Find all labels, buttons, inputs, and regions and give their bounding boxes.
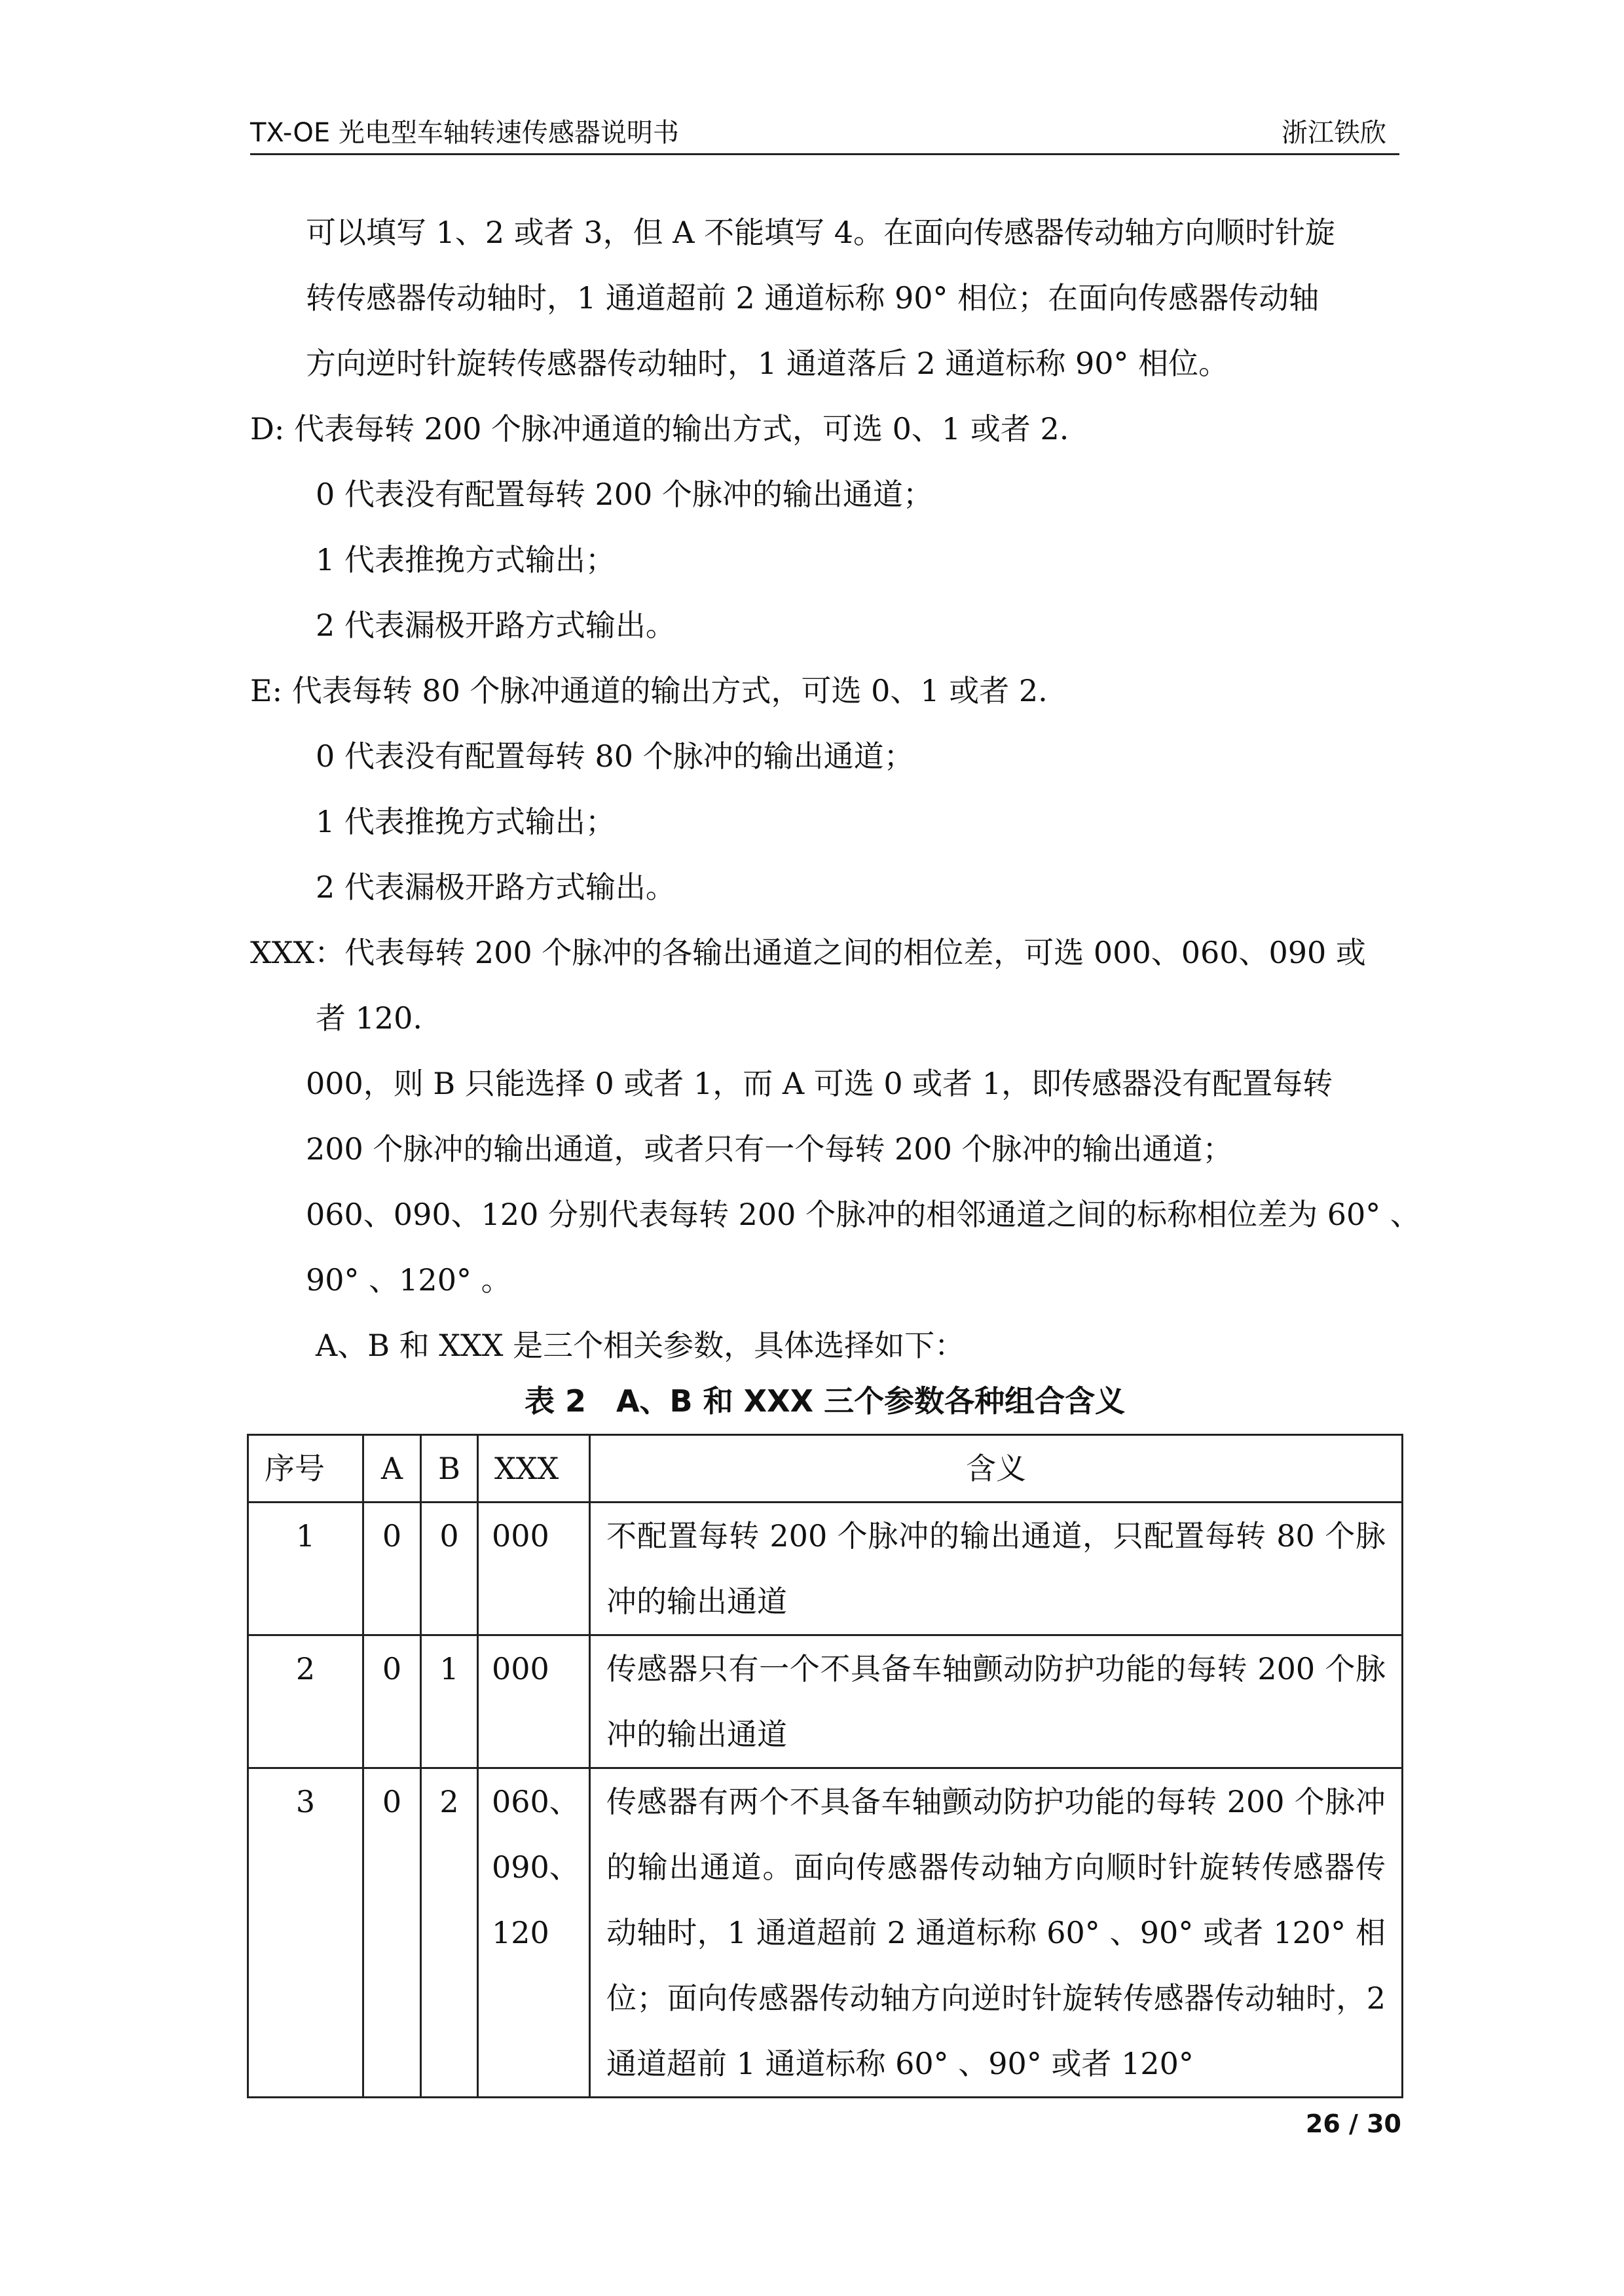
page-number: 26 / 30 — [1305, 2109, 1401, 2138]
paragraph-line: 转传感器传动轴时，1 通道超前 2 通道标称 90° 相位；在面向传感器传动轴 — [306, 280, 1320, 316]
paragraph-line: 可以填写 1、2 或者 3，但 A 不能填写 4。在面向传感器传动轴方向顺时针旋 — [306, 215, 1336, 250]
company-name: 浙江铁欣 — [1282, 118, 1386, 148]
header-b: B — [421, 1435, 478, 1503]
cell-no: 2 — [248, 1635, 363, 1768]
parameter-table — [247, 1434, 1403, 2098]
paragraph-line: 方向逆时针旋转传感器传动轴时，1 通道落后 2 通道标称 90° 相位。 — [306, 346, 1229, 381]
param-xxx-heading: XXX：代表每转 200 个脉冲的各输出通道之间的相位差，可选 000、060、090 或 — [250, 935, 1366, 970]
table-row — [248, 1768, 1403, 2098]
document-body — [250, 200, 1420, 1378]
table-row — [248, 1635, 1403, 1768]
header-meaning: 含义 — [590, 1435, 1403, 1503]
cell-a: 0 — [363, 1768, 421, 2098]
paragraph-line: 000，则 B 只能选择 0 或者 1，而 A 可选 0 或者 1，即传感器没有配置每转 — [306, 1066, 1333, 1101]
page-header — [250, 113, 1399, 155]
paragraph-line: 90° 、120° 。 — [306, 1262, 511, 1298]
param-d-option-2: 2 代表漏极开路方式输出。 — [316, 608, 676, 643]
cell-meaning: 传感器有两个不具备车轴颤动防护功能的每转 200 个脉冲的输出通道。面向传感器传动轴方向顺时针旋转传感器传动轴时，1 通道超前 2 通道标称 60° 、90° 或者 120° 相位；面向传感器传动轴方向逆时针旋转传感器传动轴时，2 通道超前 1 通道标称 60° 、90° 或者 120° — [590, 1768, 1403, 2098]
cell-no: 3 — [248, 1768, 363, 2098]
table-caption: 表 2 A、B 和 XXX 三个参数各种组合含义 — [524, 1383, 1126, 1419]
paragraph-line: 200 个脉冲的输出通道，或者只有一个每转 200 个脉冲的输出通道； — [306, 1131, 1233, 1167]
table-header-row — [248, 1435, 1403, 1503]
header-no: 序号 — [248, 1435, 363, 1503]
header-xxx: XXX — [478, 1435, 590, 1503]
cell-xxx: 060、090、120 — [478, 1768, 590, 2098]
param-d-option-1: 1 代表推挽方式输出； — [316, 542, 616, 577]
table-row — [248, 1503, 1403, 1635]
cell-b: 1 — [421, 1635, 478, 1768]
cell-xxx: 000 — [478, 1635, 590, 1768]
cell-meaning: 传感器只有一个不具备车轴颤动防护功能的每转 200 个脉冲的输出通道 — [590, 1635, 1403, 1768]
param-d-option-0: 0 代表没有配置每转 200 个脉冲的输出通道； — [316, 477, 933, 512]
param-e-option-0: 0 代表没有配置每转 80 个脉冲的输出通道； — [316, 738, 914, 774]
header-a: A — [363, 1435, 421, 1503]
cell-xxx: 000 — [478, 1503, 590, 1635]
param-e-heading: E: 代表每转 80 个脉冲通道的输出方式，可选 0、1 或者 2. — [250, 673, 1048, 708]
document-title: TX-OE 光电型车轴转速传感器说明书 — [250, 118, 679, 148]
cell-b: 2 — [421, 1768, 478, 2098]
param-e-option-1: 1 代表推挽方式输出； — [316, 804, 616, 839]
param-xxx-heading-cont: 者 120. — [316, 1000, 423, 1036]
cell-no: 1 — [248, 1503, 363, 1635]
paragraph-line: 060、090、120 分别代表每转 200 个脉冲的相邻通道之间的标称相位差为 60° 、 — [306, 1197, 1420, 1232]
param-d-heading: D: 代表每转 200 个脉冲通道的输出方式，可选 0、1 或者 2. — [250, 411, 1069, 446]
paragraph-line: A、B 和 XXX 是三个相关参数，具体选择如下： — [316, 1328, 965, 1363]
cell-a: 0 — [363, 1635, 421, 1768]
cell-meaning: 不配置每转 200 个脉冲的输出通道，只配置每转 80 个脉冲的输出通道 — [590, 1503, 1403, 1635]
param-e-option-2: 2 代表漏极开路方式输出。 — [316, 869, 676, 905]
cell-b: 0 — [421, 1503, 478, 1635]
cell-a: 0 — [363, 1503, 421, 1635]
